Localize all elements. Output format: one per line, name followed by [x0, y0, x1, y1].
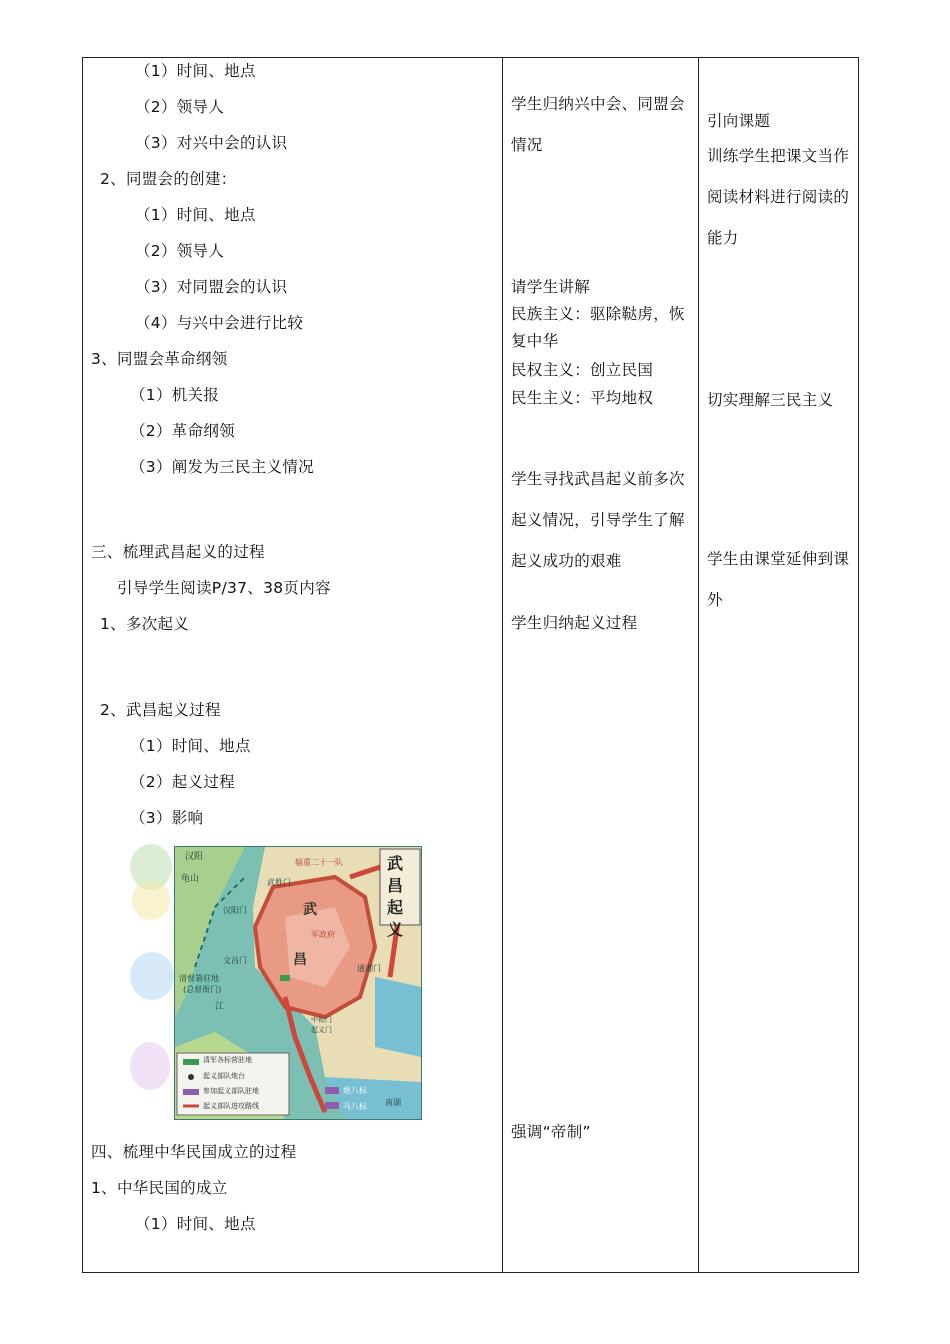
left-line: （3）对兴中会的认识	[135, 134, 288, 152]
map-label: 武	[303, 902, 317, 918]
map-label: 南湖	[385, 1098, 401, 1107]
left-line: （3）对同盟会的认识	[135, 278, 288, 296]
map-label: 武胜门	[267, 878, 291, 887]
middle-cell: 学生归纳兴中会、同盟会情况	[511, 95, 685, 154]
balloon-decoration	[130, 1042, 170, 1090]
wuchang-uprising-map-figure	[130, 842, 422, 1120]
middle-cell: 民权主义：创立民国	[511, 361, 654, 379]
middle-cell: 学生归纳起义过程	[511, 614, 638, 632]
left-line: （1）时间、地点	[130, 737, 251, 755]
map-legend-item: 起义部队进攻路线	[203, 1102, 259, 1110]
middle-cell: 民族主义：驱除鞑虏，恢复中华	[511, 305, 685, 350]
left-line: （1）时间、地点	[135, 1215, 256, 1233]
left-line: （2）领导人	[135, 98, 225, 116]
map-label: 辎重二十一队	[295, 858, 343, 867]
left-line: 引导学生阅读P/37、38页内容	[117, 579, 331, 597]
right-cell: 引向课题	[707, 112, 771, 130]
map-label: 文昌门	[223, 956, 247, 965]
map-label: 龟山	[181, 874, 200, 884]
map-label: 军政府	[311, 930, 335, 939]
map-legend-item: 清军各标营驻地	[203, 1056, 252, 1064]
middle-cell: 请学生讲解	[511, 278, 591, 296]
balloon-decoration	[130, 952, 174, 1000]
middle-cell: 学生寻找武昌起义前多次起义情况，引导学生了解起义成功的艰难	[511, 470, 685, 570]
left-line: （1）机关报	[130, 386, 220, 404]
right-cell: 训练学生把课文当作阅读材料进行阅读的能力	[707, 147, 850, 247]
column-divider-1	[502, 57, 503, 1273]
balloon-decoration	[132, 880, 170, 920]
right-cell: 学生由课堂延伸到课外	[707, 550, 850, 609]
left-line: 2、同盟会的创建：	[100, 170, 237, 188]
left-line: 1、多次起义	[100, 615, 190, 633]
map-label: 汉阳	[185, 852, 204, 862]
left-line: （2）革命纲领	[130, 422, 235, 440]
left-line: 2、武昌起义过程	[100, 701, 221, 719]
left-line: （1）时间、地点	[135, 206, 256, 224]
map-label: 马八标	[343, 1102, 367, 1111]
left-line: 3、同盟会革命纲领	[91, 350, 228, 368]
map-label: 起义门	[311, 1026, 332, 1034]
map-legend-item: 参加起义部队驻地	[203, 1087, 259, 1095]
map-title: 武昌起义	[387, 854, 404, 939]
map-label: 中和门	[311, 1016, 332, 1024]
left-line: 三、梳理武昌起义的过程	[91, 543, 265, 561]
left-line: （3）影响	[130, 809, 204, 827]
map-image	[174, 846, 422, 1120]
map-label: (总督衙门)	[183, 985, 222, 994]
middle-cell: 民生主义：平均地权	[511, 389, 654, 407]
map-legend-item: 起义部队炮台	[203, 1072, 245, 1080]
map-label: 昌	[293, 952, 307, 968]
left-line: 四、梳理中华民国成立的过程	[91, 1143, 297, 1161]
left-line: 1、中华民国的成立	[91, 1179, 228, 1197]
left-line: （2）领导人	[135, 242, 225, 260]
middle-cell: 强调“帝制”	[511, 1123, 591, 1141]
right-cell: 切实理解三民主义	[707, 391, 834, 409]
map-label: 炮八标	[343, 1086, 367, 1095]
map-label: 通湘门	[357, 964, 381, 973]
map-label: 江	[215, 1002, 225, 1012]
map-label: 清督署驻地	[179, 974, 219, 983]
left-line: （3）阐发为三民主义情况	[130, 458, 314, 476]
left-line: （2）起义过程	[130, 773, 235, 791]
column-divider-2	[698, 57, 699, 1273]
map-label: 汉阳门	[223, 906, 247, 915]
left-line: （4）与兴中会进行比较	[135, 314, 304, 332]
left-line: （1）时间、地点	[135, 62, 256, 80]
